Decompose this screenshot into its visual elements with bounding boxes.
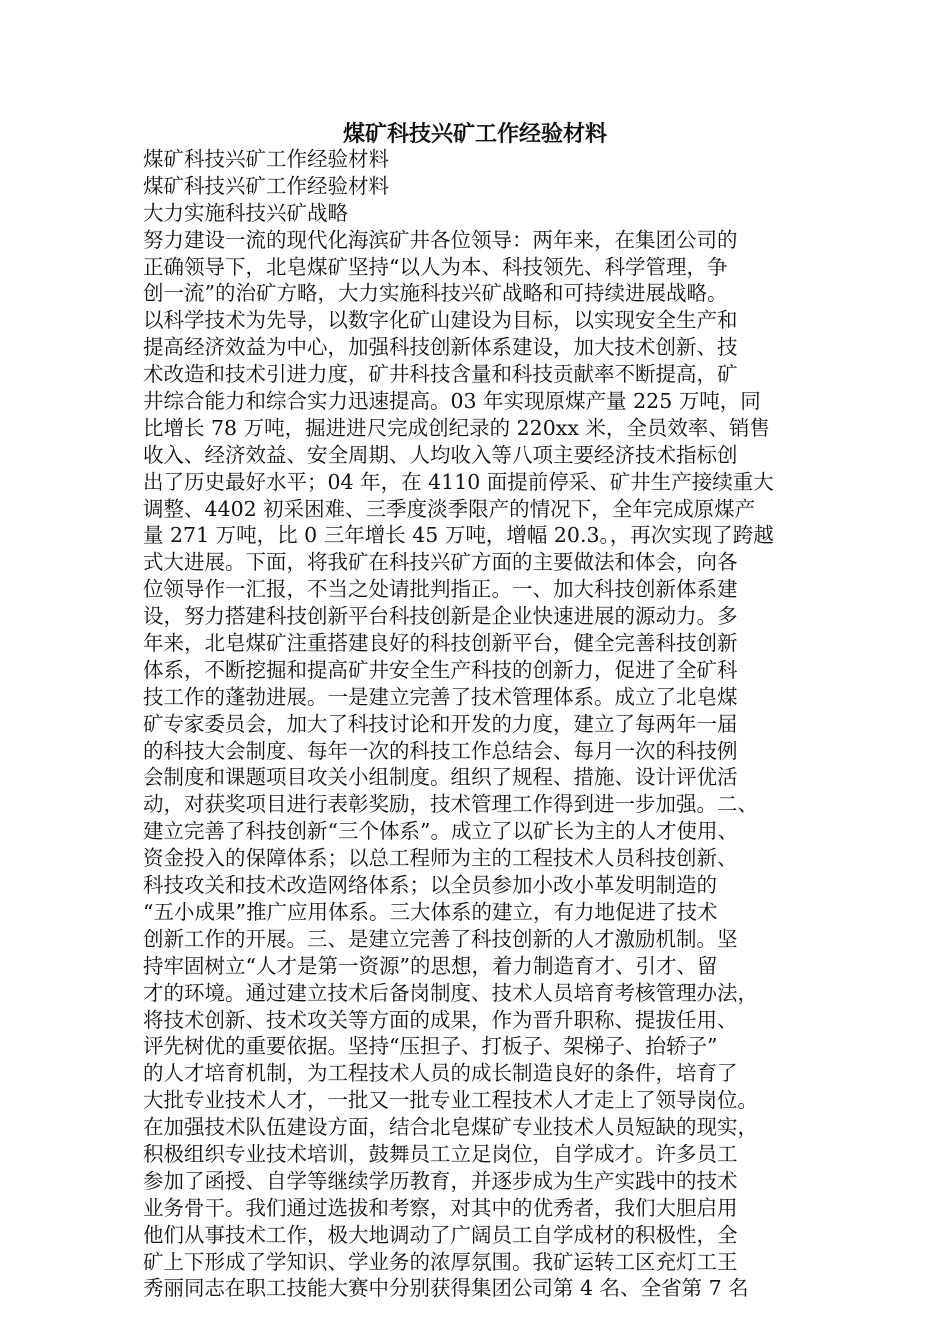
body-line: “五小成果”推广应用体系。三大体系的建立，有力地促进了技术	[143, 899, 718, 924]
body-line: 他们从事技术工作，极大地调动了广阔员工自学成材的积极性，全	[143, 1222, 738, 1247]
body-line: 持牢固树立“人才是第一资源”的思想，着力制造育才、引才、留	[143, 953, 718, 978]
body-line: 评先树优的重要依据。坚持“压担子、打板子、架梯子、抬轿子”	[143, 1034, 718, 1059]
body-line: 创新工作的开展。三、是建立完善了科技创新的人才激励机制。坚	[143, 926, 738, 951]
body-line: 比增长 78 万吨，掘进进尺完成创纪录的 220xx 米，全员效率、销售	[143, 415, 770, 440]
body-line: 式大进展。下面，将我矿在科技兴矿方面的主要做法和体会，向各	[143, 550, 738, 575]
body-line: 的科技大会制度、每年一次的科技工作总结会、每月一次的科技例	[143, 738, 738, 763]
body-line: 资金投入的保障体系；以总工程师为主的工程技术人员科技创新、	[143, 846, 738, 871]
body-line: 会制度和课题项目攻关小组制度。组织了规程、措施、设计评优活	[143, 765, 738, 790]
body-line: 设，努力搭建科技创新平台科技创新是企业快速进展的源动力。多	[143, 604, 738, 629]
body-line: 科技攻关和技术改造网络体系；以全员参加小改小革发明制造的	[143, 873, 717, 898]
body-line: 提高经济效益为中心，加强科技创新体系建设，加大技术创新、技	[143, 335, 738, 360]
body-line: 量 271 万吨，比 0 三年增长 45 万吨，增幅 20.3。，再次实现了跨越	[143, 523, 774, 548]
heading-line: 大力实施科技兴矿战略	[143, 200, 348, 225]
body-line: 矿专家委员会，加大了科技讨论和开发的力度，建立了每两年一届	[143, 711, 738, 736]
body-line: 参加了函授、自学等继续学历教育，并逐步成为生产实践中的技术	[143, 1168, 738, 1193]
body-line: 大批专业技术人才，一批又一批专业工程技术人才走上了领导岗位。	[143, 1088, 758, 1113]
body-line: 体系，不断挖掘和提高矿井安全生产科技的创新力，促进了全矿科	[143, 657, 738, 682]
body-line: 矿上下形成了学知识、学业务的浓厚氛围。我矿运转工区充灯工王	[143, 1249, 738, 1274]
body-line: 出了历史最好水平；04 年，在 4110 面提前停采、矿井生产接续重大	[143, 469, 774, 494]
body-line: 收入、经济效益、安全周期、人均收入等八项主要经济技术指标创	[143, 442, 738, 467]
body-line: 的人才培育机制，为工程技术人员的成长制造良好的条件，培育了	[143, 1061, 738, 1086]
body-line: 在加强技术队伍建设方面，结合北皂煤矿专业技术人员短缺的现实，	[143, 1115, 758, 1140]
document-title: 煤矿科技兴矿工作经验材料	[342, 121, 607, 147]
body-line: 建立完善了科技创新“三个体系”。成立了以矿长为主的人才使用、	[143, 819, 738, 844]
body-line: 调整、4402 初采困难、三季度淡季限产的情况下，全年完成原煤产	[143, 496, 756, 521]
body-line: 正确领导下，北皂煤矿坚持“以人为本、科技领先、科学管理，争	[143, 254, 728, 279]
heading-line: 煤矿科技兴矿工作经验材料	[143, 173, 389, 198]
heading-line: 煤矿科技兴矿工作经验材料	[143, 147, 389, 171]
body-line: 积极组织专业技术培训，鼓舞员工立足岗位，自学成才。许多员工	[143, 1141, 738, 1166]
body-line: 业务骨干。我们通过选拔和考察，对其中的优秀者，我们大胆启用	[143, 1195, 738, 1220]
body-line: 年来，北皂煤矿注重搭建良好的科技创新平台，健全完善科技创新	[143, 631, 738, 656]
document-body	[143, 146, 803, 1302]
body-line: 术改造和技术引进力度，矿井科技含量和科技贡献率不断提高，矿	[143, 362, 738, 387]
body-line: 秀丽同志在职工技能大赛中分别获得集团公司第 4 名、全省第 7 名	[143, 1276, 749, 1301]
body-line: 动，对获奖项目进行表彰奖励，技术管理工作得到进一步加强。二、	[143, 792, 758, 817]
body-line: 努力建设一流的现代化海滨矿井各位领导：两年来，在集团公司的	[143, 227, 738, 252]
body-line: 才的环境。通过建立技术后备岗制度、技术人员培育考核管理办法，	[143, 980, 758, 1005]
body-line: 技工作的蓬勃进展。一是建立完善了技术管理体系。成立了北皂煤	[143, 684, 738, 709]
body-line: 创一流”的治矿方略，大力实施科技兴矿战略和可持续进展战略。	[143, 281, 728, 306]
body-line: 位领导作一汇报，不当之处请批判指正。一、加大科技创新体系建	[143, 577, 738, 602]
body-line: 以科学技术为先导，以数字化矿山建设为目标，以实现安全生产和	[143, 308, 738, 333]
body-line: 将技术创新、技术攻关等方面的成果，作为晋升职称、提拔任用、	[143, 1007, 738, 1032]
body-line: 井综合能力和综合实力迅速提高。03 年实现原煤产量 225 万吨，同	[143, 389, 761, 414]
